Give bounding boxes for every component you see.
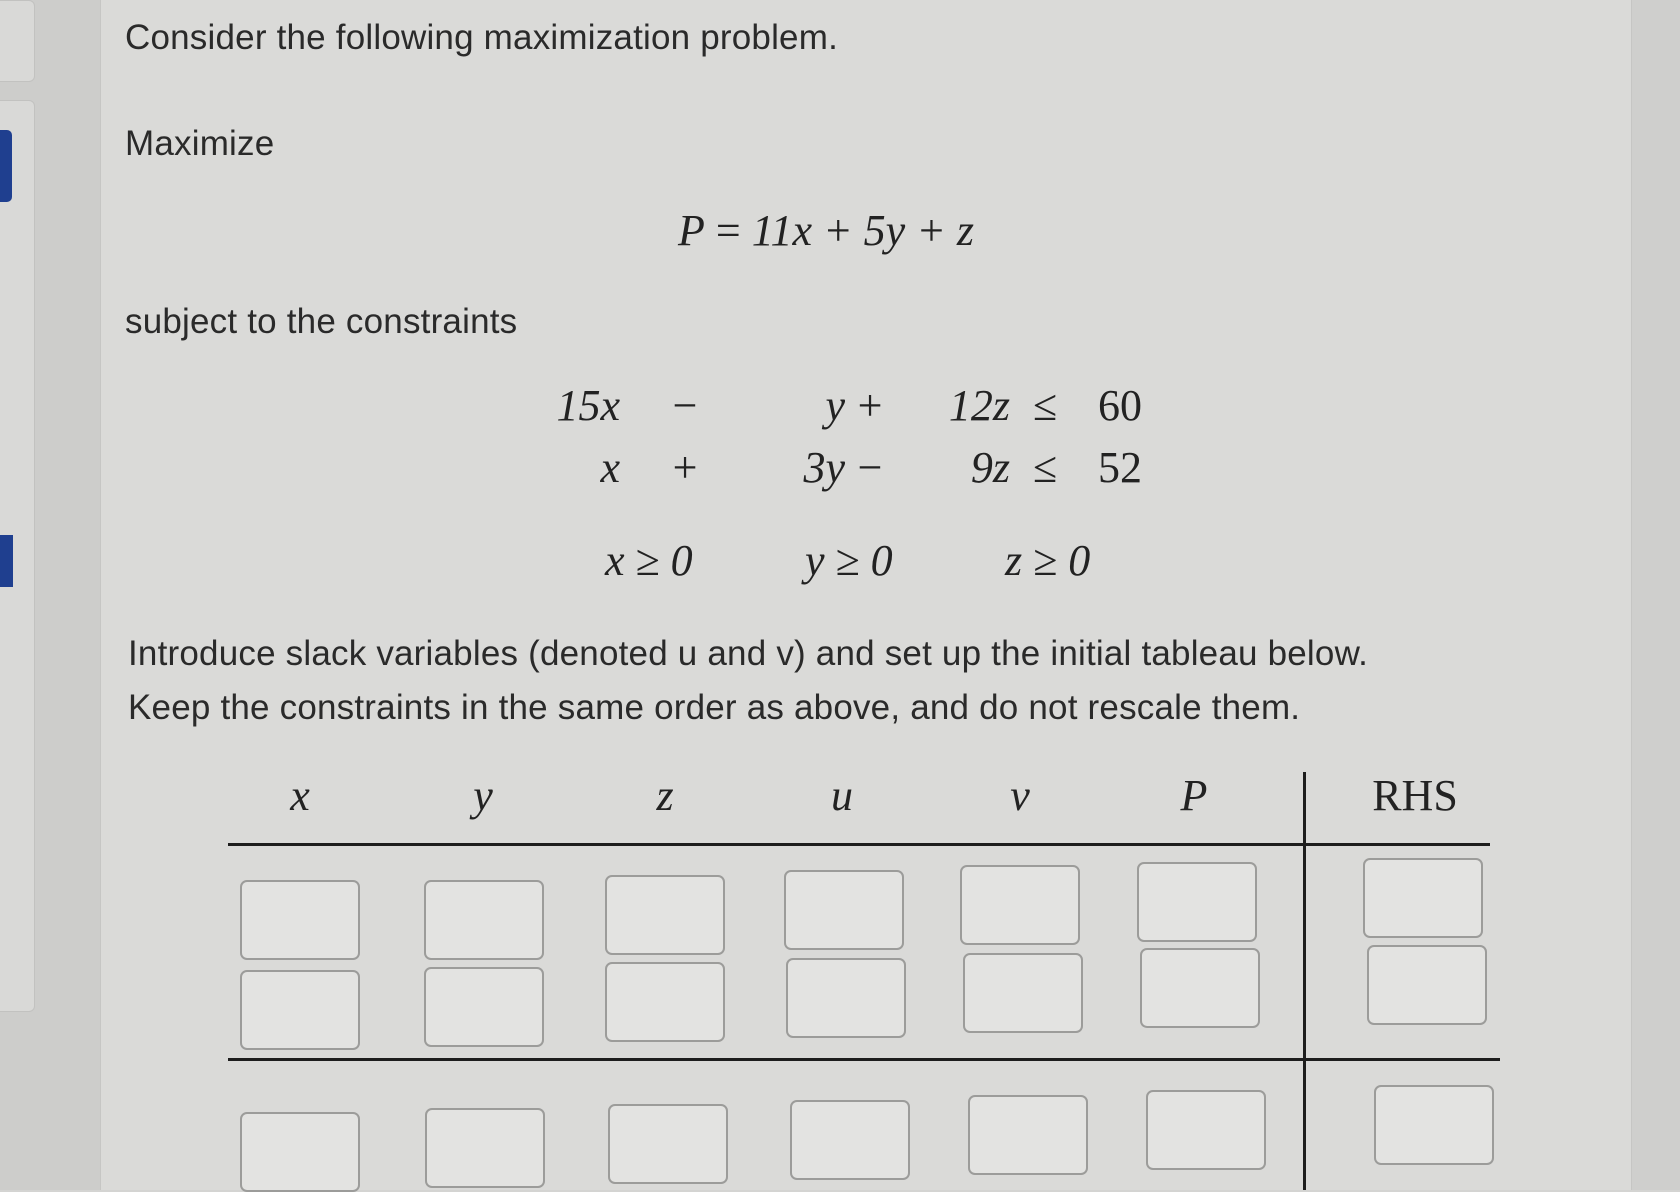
tableau-cell-r1-z[interactable] [605, 875, 725, 955]
objective-rhs: 11x + 5y + z [751, 206, 975, 255]
constraint-2-op-2: − [857, 443, 883, 492]
constraint-1-term-x: 15x [556, 381, 620, 430]
intro-text: Consider the following maximization problem. [125, 18, 839, 57]
constraint-2-op-1: + [672, 443, 698, 492]
tableau-rhs-divider [1303, 772, 1306, 1190]
tableau-objective-rule [228, 1058, 1500, 1061]
constraint-1-relation: ≤ [1032, 381, 1058, 430]
tableau-cell-r2-rhs[interactable] [1367, 945, 1487, 1025]
tableau-header-u: u [831, 771, 853, 820]
tableau-header-p: P [1180, 771, 1208, 820]
tableau-cell-r1-x[interactable] [240, 880, 360, 960]
tableau-cell-objective-v[interactable] [968, 1095, 1088, 1175]
tableau-cell-objective-y[interactable] [425, 1108, 545, 1188]
nonneg-z: z ≥ 0 [1005, 536, 1091, 585]
constraint-1-term-z: 12z [948, 381, 1010, 430]
tableau-header-z: z [656, 771, 674, 820]
nonneg-y: y ≥ 0 [805, 536, 893, 585]
tableau-cell-r1-y[interactable] [424, 880, 544, 960]
instructions-line-2: Keep the constraints in the same order as above, and do not rescale them. [128, 688, 1301, 727]
tableau-cell-objective-p[interactable] [1146, 1090, 1266, 1170]
constraint-2-term-x: x [600, 443, 620, 492]
instructions-line-1: Introduce slack variables (denoted u and v) and set up the initial tableau below. [128, 634, 1369, 673]
right-margin [1632, 0, 1680, 1190]
previous-question-card[interactable] [0, 0, 35, 82]
tableau-header-rule [228, 843, 1490, 846]
tableau-cell-objective-x[interactable] [240, 1112, 360, 1192]
constraint-2-relation: ≤ [1032, 443, 1058, 492]
subject-to-text: subject to the constraints [125, 302, 518, 341]
progress-indicator [0, 535, 13, 587]
tableau-cell-r1-v[interactable] [960, 865, 1080, 945]
tableau-cell-r1-p[interactable] [1137, 862, 1257, 942]
maximize-label: Maximize [125, 124, 275, 163]
constraint-2-rhs: 52 [1098, 443, 1142, 492]
tableau-cell-r2-z[interactable] [605, 962, 725, 1042]
constraint-1-op-1: − [672, 381, 698, 430]
constraint-1-rhs: 60 [1098, 381, 1142, 430]
constraint-system [540, 380, 1180, 520]
tableau-header-v: v [1010, 771, 1030, 820]
constraint-2-term-z: 9z [970, 443, 1010, 492]
tableau-cell-r2-x[interactable] [240, 970, 360, 1050]
tableau-header-rhs: RHS [1372, 771, 1458, 820]
constraint-2-term-y: 3y [803, 443, 845, 492]
tableau-cell-r2-v[interactable] [963, 953, 1083, 1033]
tableau-cell-objective-z[interactable] [608, 1104, 728, 1184]
tableau-header-x: x [290, 771, 310, 820]
tableau-cell-r2-u[interactable] [786, 958, 906, 1038]
tableau-cell-r2-y[interactable] [424, 967, 544, 1047]
objective-lhs: P [678, 206, 705, 255]
tableau-cell-objective-u[interactable] [790, 1100, 910, 1180]
tableau-header-y: y [473, 771, 493, 820]
constraint-1-term-y: y [825, 381, 845, 430]
active-indicator [0, 130, 12, 202]
tableau-cell-r1-u[interactable] [784, 870, 904, 950]
nonneg-x: x ≥ 0 [605, 536, 693, 585]
tableau-cell-r1-rhs[interactable] [1363, 858, 1483, 938]
objective-eq: = [715, 206, 741, 255]
tableau-cell-r2-p[interactable] [1140, 948, 1260, 1028]
constraint-1-op-2: + [857, 381, 883, 430]
tableau-cell-objective-rhs[interactable] [1374, 1085, 1494, 1165]
objective-function [678, 205, 974, 256]
left-gutter [0, 0, 100, 1190]
